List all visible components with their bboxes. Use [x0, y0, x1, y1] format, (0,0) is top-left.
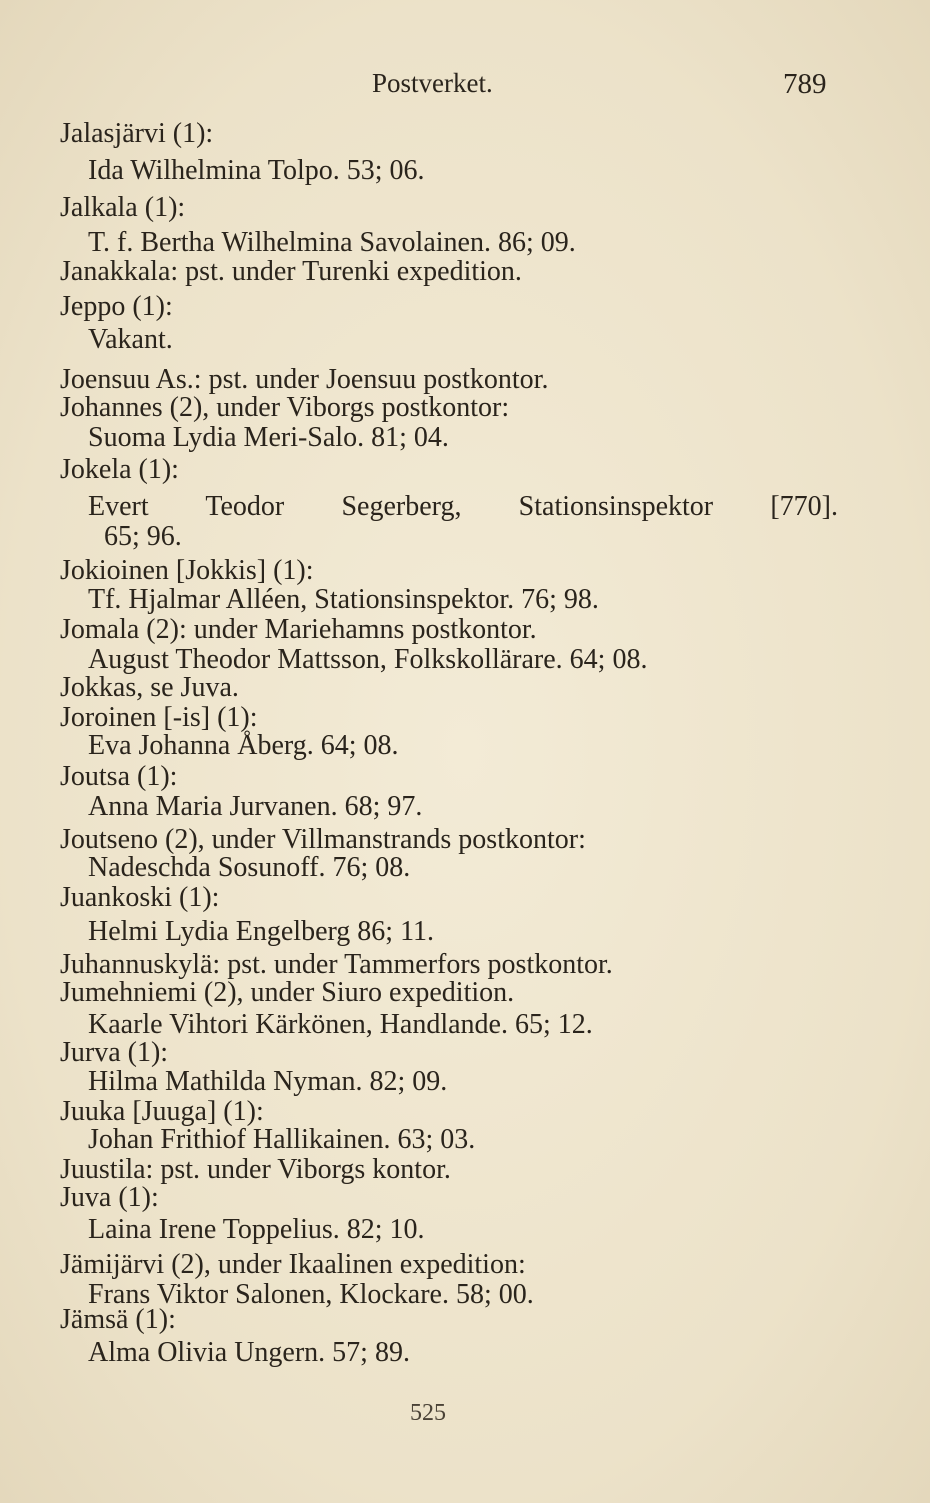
signature-mark: 525 — [410, 1400, 446, 1426]
entry-heading-line: Jumehniemi (2), under Siuro expedition. — [60, 977, 515, 1008]
entry-heading-line: Joroinen [-is] (1): — [60, 702, 258, 733]
running-title: Postverket. — [372, 68, 493, 98]
entry-detail-line: 65; 96. — [104, 521, 182, 552]
entry-heading-line: Juustila: pst. under Viborgs kontor. — [60, 1154, 451, 1185]
entry-detail-line: Helmi Lydia Engelberg 86; 11. — [88, 916, 435, 947]
entry-heading-line: Johannes (2), under Viborgs postkontor: — [60, 392, 510, 423]
entry-heading-line: Jämsä (1): — [60, 1304, 176, 1335]
entry-detail-line: Tf. Hjalmar Alléen, Stationsinspektor. 76; 98. — [88, 584, 599, 615]
entry-detail-line: Evert Teodor Segerberg, Stationsinspektor [770]. — [88, 491, 838, 522]
entry-heading-line: Jokkas, se Juva. — [60, 672, 239, 703]
entry-heading-line: Jeppo (1): — [60, 291, 173, 322]
entry-detail-line: Vakant. — [88, 324, 173, 355]
entry-heading-line: Jämijärvi (2), under Ikaalinen expedition: — [60, 1249, 526, 1280]
entry-heading-line: Jalkala (1): — [60, 192, 186, 223]
entry-detail-line: Frans Viktor Salonen, Klockare. 58; 00. — [88, 1279, 534, 1310]
entry-detail-line: Kaarle Vihtori Kärkönen, Handlande. 65; 12. — [88, 1009, 593, 1040]
entry-heading-line: Juva (1): — [60, 1182, 159, 1213]
entry-heading-line: Jomala (2): under Mariehamns postkontor. — [60, 614, 537, 645]
entry-heading-line: Joutseno (2), under Villmanstrands postkontor: — [60, 824, 586, 855]
entry-detail-line: Nadeschda Sosunoff. 76; 08. — [88, 852, 411, 883]
entry-heading-line: Juankoski (1): — [60, 882, 220, 913]
entry-heading-line: Joutsa (1): — [60, 761, 178, 792]
entry-heading-line: Juhannuskylä: pst. under Tammerfors postkontor. — [60, 949, 613, 980]
entry-detail-line: Anna Maria Jurvanen. 68; 97. — [88, 791, 423, 822]
page-number: 789 — [783, 68, 827, 100]
entry-heading-line: Jokioinen [Jokkis] (1): — [60, 555, 314, 586]
entry-detail-line: Laina Irene Toppelius. 82; 10. — [88, 1214, 425, 1245]
entry-heading-line: Jokela (1): — [60, 454, 179, 485]
entry-detail-line: Alma Olivia Ungern. 57; 89. — [88, 1337, 410, 1368]
entry-detail-line: Johan Frithiof Hallikainen. 63; 03. — [88, 1124, 476, 1155]
entry-heading-line: Juuka [Juuga] (1): — [60, 1096, 264, 1127]
entry-heading-line: Joensuu As.: pst. under Joensuu postkontor. — [60, 364, 549, 395]
entry-detail-line: Eva Johanna Åberg. 64; 08. — [88, 730, 399, 761]
entry-heading-line: Jurva (1): — [60, 1037, 169, 1068]
entry-detail-line: T. f. Bertha Wilhelmina Savolainen. 86; 09. — [88, 227, 576, 258]
entry-detail-line: Ida Wilhelmina Tolpo. 53; 06. — [88, 155, 425, 186]
entry-detail-line: August Theodor Mattsson, Folkskollärare. 64; 08. — [88, 644, 648, 675]
entry-detail-line: Suoma Lydia Meri-Salo. 81; 04. — [88, 422, 449, 453]
entry-heading-line: Janakkala: pst. under Turenki expedition. — [60, 256, 522, 287]
entry-heading-line: Jalasjärvi (1): — [60, 118, 214, 149]
entry-detail-line: Hilma Mathilda Nyman. 82; 09. — [88, 1066, 448, 1097]
